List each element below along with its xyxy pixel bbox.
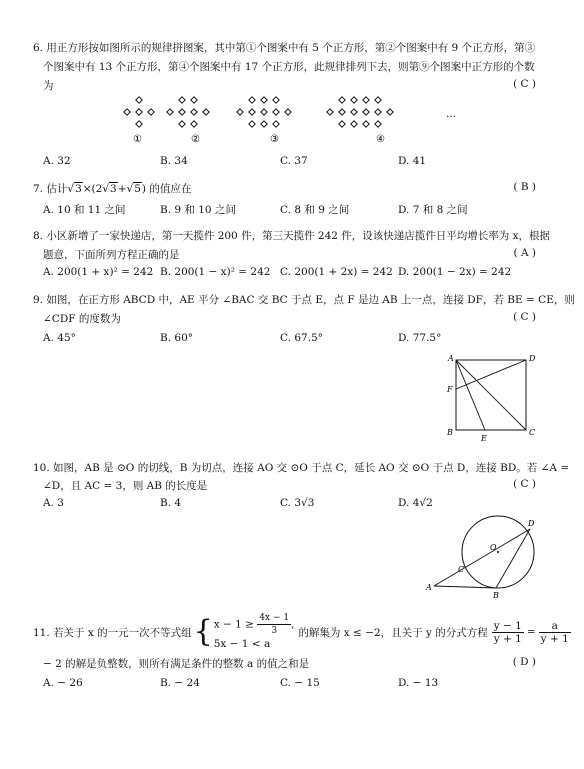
diamond-square xyxy=(375,121,381,127)
q9-option-c: C. 67.5° xyxy=(280,332,323,344)
q10-line1: 10. 如图，AB 是 ⊙O 的切线，B 为切点，连接 AO 交 ⊙O 于点 C，延长 AO 交 ⊙O 于点 D，连接 BD。若 ∠A = xyxy=(33,462,570,474)
q6-ellipsis: … xyxy=(446,109,456,120)
q6-line1: 6. 用正方形按如图所示的规律拼图案，其中第①个图案中有 5 个正方形，第②个图案中有 9 个正方形，第③ xyxy=(33,42,536,54)
q11-prefix: 11. 若关于 x 的一元一次不等式组 xyxy=(33,626,192,639)
q7-plus: + xyxy=(117,183,127,195)
label-o: O xyxy=(490,543,497,552)
diamond-square xyxy=(124,109,130,115)
diamond-square xyxy=(375,97,381,103)
label-f: F xyxy=(447,385,453,394)
q10-option-d: D. 4√2 xyxy=(398,497,433,509)
q11-option-a: A. − 26 xyxy=(43,677,83,689)
q8-option-d: D. 200(1 − 2x) = 242 xyxy=(398,266,512,278)
q10-option-c: C. 3√3 xyxy=(280,497,315,509)
diamond-square xyxy=(136,121,142,127)
label-d: D xyxy=(528,519,535,528)
diamond-square xyxy=(191,109,197,115)
diamond-square xyxy=(351,109,357,115)
q7-option-c: C. 8 和 9 之间 xyxy=(280,204,350,216)
q11-stem xyxy=(33,614,571,650)
diamond-square xyxy=(351,121,357,127)
q7-option-d: D. 7 和 8 之间 xyxy=(398,204,468,216)
q6-option-c: C. 37 xyxy=(280,155,308,167)
diamond-square xyxy=(179,121,185,127)
label-b: B xyxy=(447,428,453,437)
diamond-squares xyxy=(124,97,393,127)
q9-option-a: A. 45° xyxy=(43,332,76,344)
segment-ae xyxy=(456,360,485,430)
diamond-square xyxy=(249,121,255,127)
fraction-1: $\frac{y - 1}{y + 1}$ xyxy=(493,619,522,645)
q9-line1: 9. 如图，在正方形 ABCD 中，AE 平分 ∠BAC 交 BC 于点 E，点 F 是边 AB 上一点，连接 DF，若 BE = CE，则 xyxy=(33,294,575,306)
diamond-square xyxy=(363,97,369,103)
q9-option-b: B. 60° xyxy=(160,332,194,344)
q7-radicand-3: 5 xyxy=(134,183,141,195)
diamond-square xyxy=(249,109,255,115)
diamond-square xyxy=(339,121,345,127)
q7-prefix: 7. 估计 xyxy=(33,183,68,195)
q7-radicand-2: 3 xyxy=(110,183,117,195)
q7-answer: ( B ) xyxy=(513,181,536,193)
diamond-square xyxy=(191,97,197,103)
diamond-square xyxy=(375,109,381,115)
label-c: C xyxy=(458,565,465,574)
diamond-square xyxy=(285,109,291,115)
q11-option-b: B. − 24 xyxy=(160,677,200,689)
diamond-square xyxy=(273,109,279,115)
q9-option-d: D. 77.5° xyxy=(398,332,442,344)
q8-option-a: A. 200(1 + x)² = 242 xyxy=(43,266,154,278)
q11-mid: 的解集为 x ≤ −2，且关于 y 的分式方程 xyxy=(298,626,488,639)
q11-answer: ( D ) xyxy=(512,656,536,668)
q11-line2: − 2 的解是负整数，则所有满足条件的整数 a 的值之和是 xyxy=(43,658,310,670)
q7-middle: ×(2 xyxy=(82,183,103,195)
q7-option-b: B. 9 和 10 之间 xyxy=(160,204,236,216)
pattern-label-2: ② xyxy=(191,134,200,145)
q6-answer: ( C ) xyxy=(513,78,536,90)
fraction-2: $\frac{a}{y + 1}$ xyxy=(540,619,569,645)
q7-option-a: A. 10 和 11 之间 xyxy=(43,204,126,216)
diamond-square xyxy=(261,97,267,103)
inequality-2: 5x − 1 < a xyxy=(213,638,271,650)
diamond-square xyxy=(351,97,357,103)
diamond-square xyxy=(261,121,267,127)
diamond-square xyxy=(167,109,173,115)
q7-suffix: ) 的值应在 xyxy=(141,183,192,195)
q7-radicand-1: 3 xyxy=(75,183,82,195)
label-a: A xyxy=(448,354,454,363)
q6-option-a: A. 32 xyxy=(43,155,71,167)
diamond-square xyxy=(148,109,154,115)
diamond-square xyxy=(203,109,209,115)
segment-ad xyxy=(434,529,530,586)
q6-option-d: D. 41 xyxy=(398,155,427,167)
q10-line2: ∠D，且 AC = 3，则 AB 的长度是 xyxy=(43,480,208,492)
inequality-1: x − 1 ≥ $\frac{4x - 1}{3}$ , xyxy=(213,613,295,636)
q9-line2: ∠CDF 的度数为 xyxy=(43,313,121,325)
pattern-label-1: ① xyxy=(133,134,142,145)
q8-option-b: B. 200(1 − x)² = 242 xyxy=(160,266,271,278)
diamond-square xyxy=(179,97,185,103)
diamond-square xyxy=(237,109,243,115)
diamond-square xyxy=(363,121,369,127)
diamond-square xyxy=(387,109,393,115)
q9-square-figure xyxy=(442,351,542,446)
label-d: D xyxy=(529,354,536,363)
segment-bd xyxy=(496,529,530,588)
center-dot-o xyxy=(497,551,499,553)
diamond-square xyxy=(261,109,267,115)
q11-option-c: C. − 15 xyxy=(280,677,320,689)
diamond-square xyxy=(136,97,142,103)
label-b: B xyxy=(493,591,499,600)
diamond-square xyxy=(136,109,142,115)
q8-option-c: C. 200(1 + 2x) = 242 xyxy=(280,266,393,278)
brace: { xyxy=(193,614,213,649)
label-c: C xyxy=(529,428,536,437)
pattern-label-3: ③ xyxy=(270,134,279,145)
q8-line2: 题意，下面所列方程正确的是 xyxy=(43,249,180,261)
label-e: E xyxy=(481,434,487,443)
q9-answer: ( C ) xyxy=(513,311,536,323)
q6-line3: 为 xyxy=(43,80,54,92)
q10-option-b: B. 4 xyxy=(160,497,182,509)
diamond-square xyxy=(273,121,279,127)
inequality-1-fraction: $\frac{4x - 1}{3}$ xyxy=(259,613,290,636)
q7-stem: 7. 估计√3×(2√3+√5) 的值应在 xyxy=(33,183,192,195)
diamond-square xyxy=(363,109,369,115)
q10-circle-figure xyxy=(420,512,550,602)
diamond-square xyxy=(191,121,197,127)
pattern-label-4: ④ xyxy=(376,134,385,145)
q8-line1: 8. 小区新增了一家快递店，第一天揽件 200 件，第三天揽件 242 件，设该快递店揽件日平均增长率为 x，根据 xyxy=(33,230,551,242)
inequality-system xyxy=(214,612,295,652)
segment-df xyxy=(456,360,526,389)
label-a: A xyxy=(426,583,432,592)
q6-pattern-figure xyxy=(0,92,584,152)
equals-sign: = xyxy=(526,626,536,638)
diamond-square xyxy=(179,109,185,115)
q8-answer: ( A ) xyxy=(513,247,536,259)
segment-ac xyxy=(456,360,526,430)
diamond-square xyxy=(249,97,255,103)
q10-answer: ( C ) xyxy=(513,478,536,490)
diamond-square xyxy=(327,109,333,115)
q6-line2: 个图案中有 13 个正方形，第④个图案中有 17 个正方形，此规律排列下去，则第⑨个图案中正方形的个数 xyxy=(43,61,535,73)
q6-option-b: B. 34 xyxy=(160,155,188,167)
q10-option-a: A. 3 xyxy=(43,497,64,509)
q11-option-d: D. − 13 xyxy=(398,677,439,689)
diamond-square xyxy=(339,97,345,103)
diamond-square xyxy=(339,109,345,115)
diamond-square xyxy=(273,97,279,103)
